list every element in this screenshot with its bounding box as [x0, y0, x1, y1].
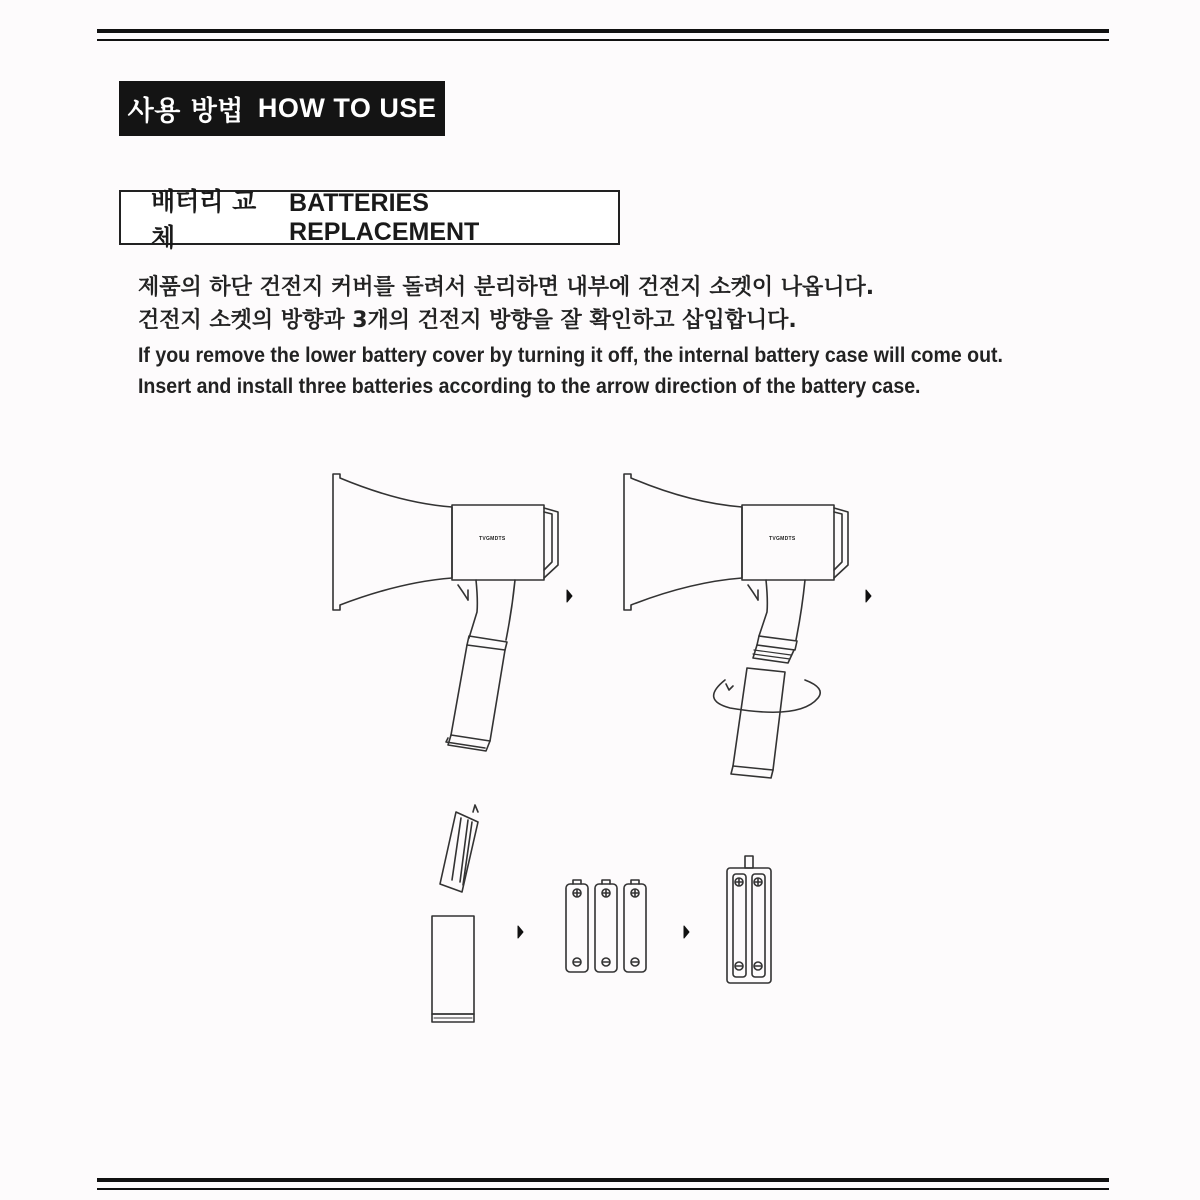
instruction-en-2: Insert and install three batteries according to the arrow direction of the battery case. — [138, 375, 921, 398]
bottom-rule-thick — [97, 1178, 1109, 1182]
header-title-kr: 사용 방법 — [127, 96, 244, 127]
megaphone-cover-removed — [624, 474, 848, 778]
brand-label: TVGMDTS — [479, 536, 506, 542]
step-arrow-icon — [518, 926, 523, 938]
step-arrow-icon — [866, 590, 871, 602]
step-arrow-icon — [684, 926, 689, 938]
battery-case-loaded — [727, 856, 771, 983]
step-arrow-icon — [567, 590, 572, 602]
section-title-kr: 배터리 교체 — [151, 186, 257, 252]
section-title-en: BATTERIES REPLACEMENT — [289, 188, 480, 246]
instruction-kr-1: 제품의 하단 건전지 커버를 돌려서 분리하면 내부에 건전지 소켓이 나옵니다. — [138, 275, 875, 300]
three-batteries — [566, 880, 646, 972]
instruction-en-1: If you remove the lower battery cover by turning it off, the internal battery case will come out. — [138, 344, 1003, 367]
bottom-rule-thin — [97, 1188, 1109, 1190]
brand-label: TVGMDTS — [769, 536, 796, 542]
battery-case-and-cover — [432, 805, 478, 1022]
megaphone-assembled — [333, 474, 558, 751]
instruction-kr-2: 건전지 소켓의 방향과 3개의 건전지 방향을 잘 확인하고 삽입합니다. — [138, 308, 797, 333]
header-title-en: HOW TO USE — [257, 93, 437, 123]
